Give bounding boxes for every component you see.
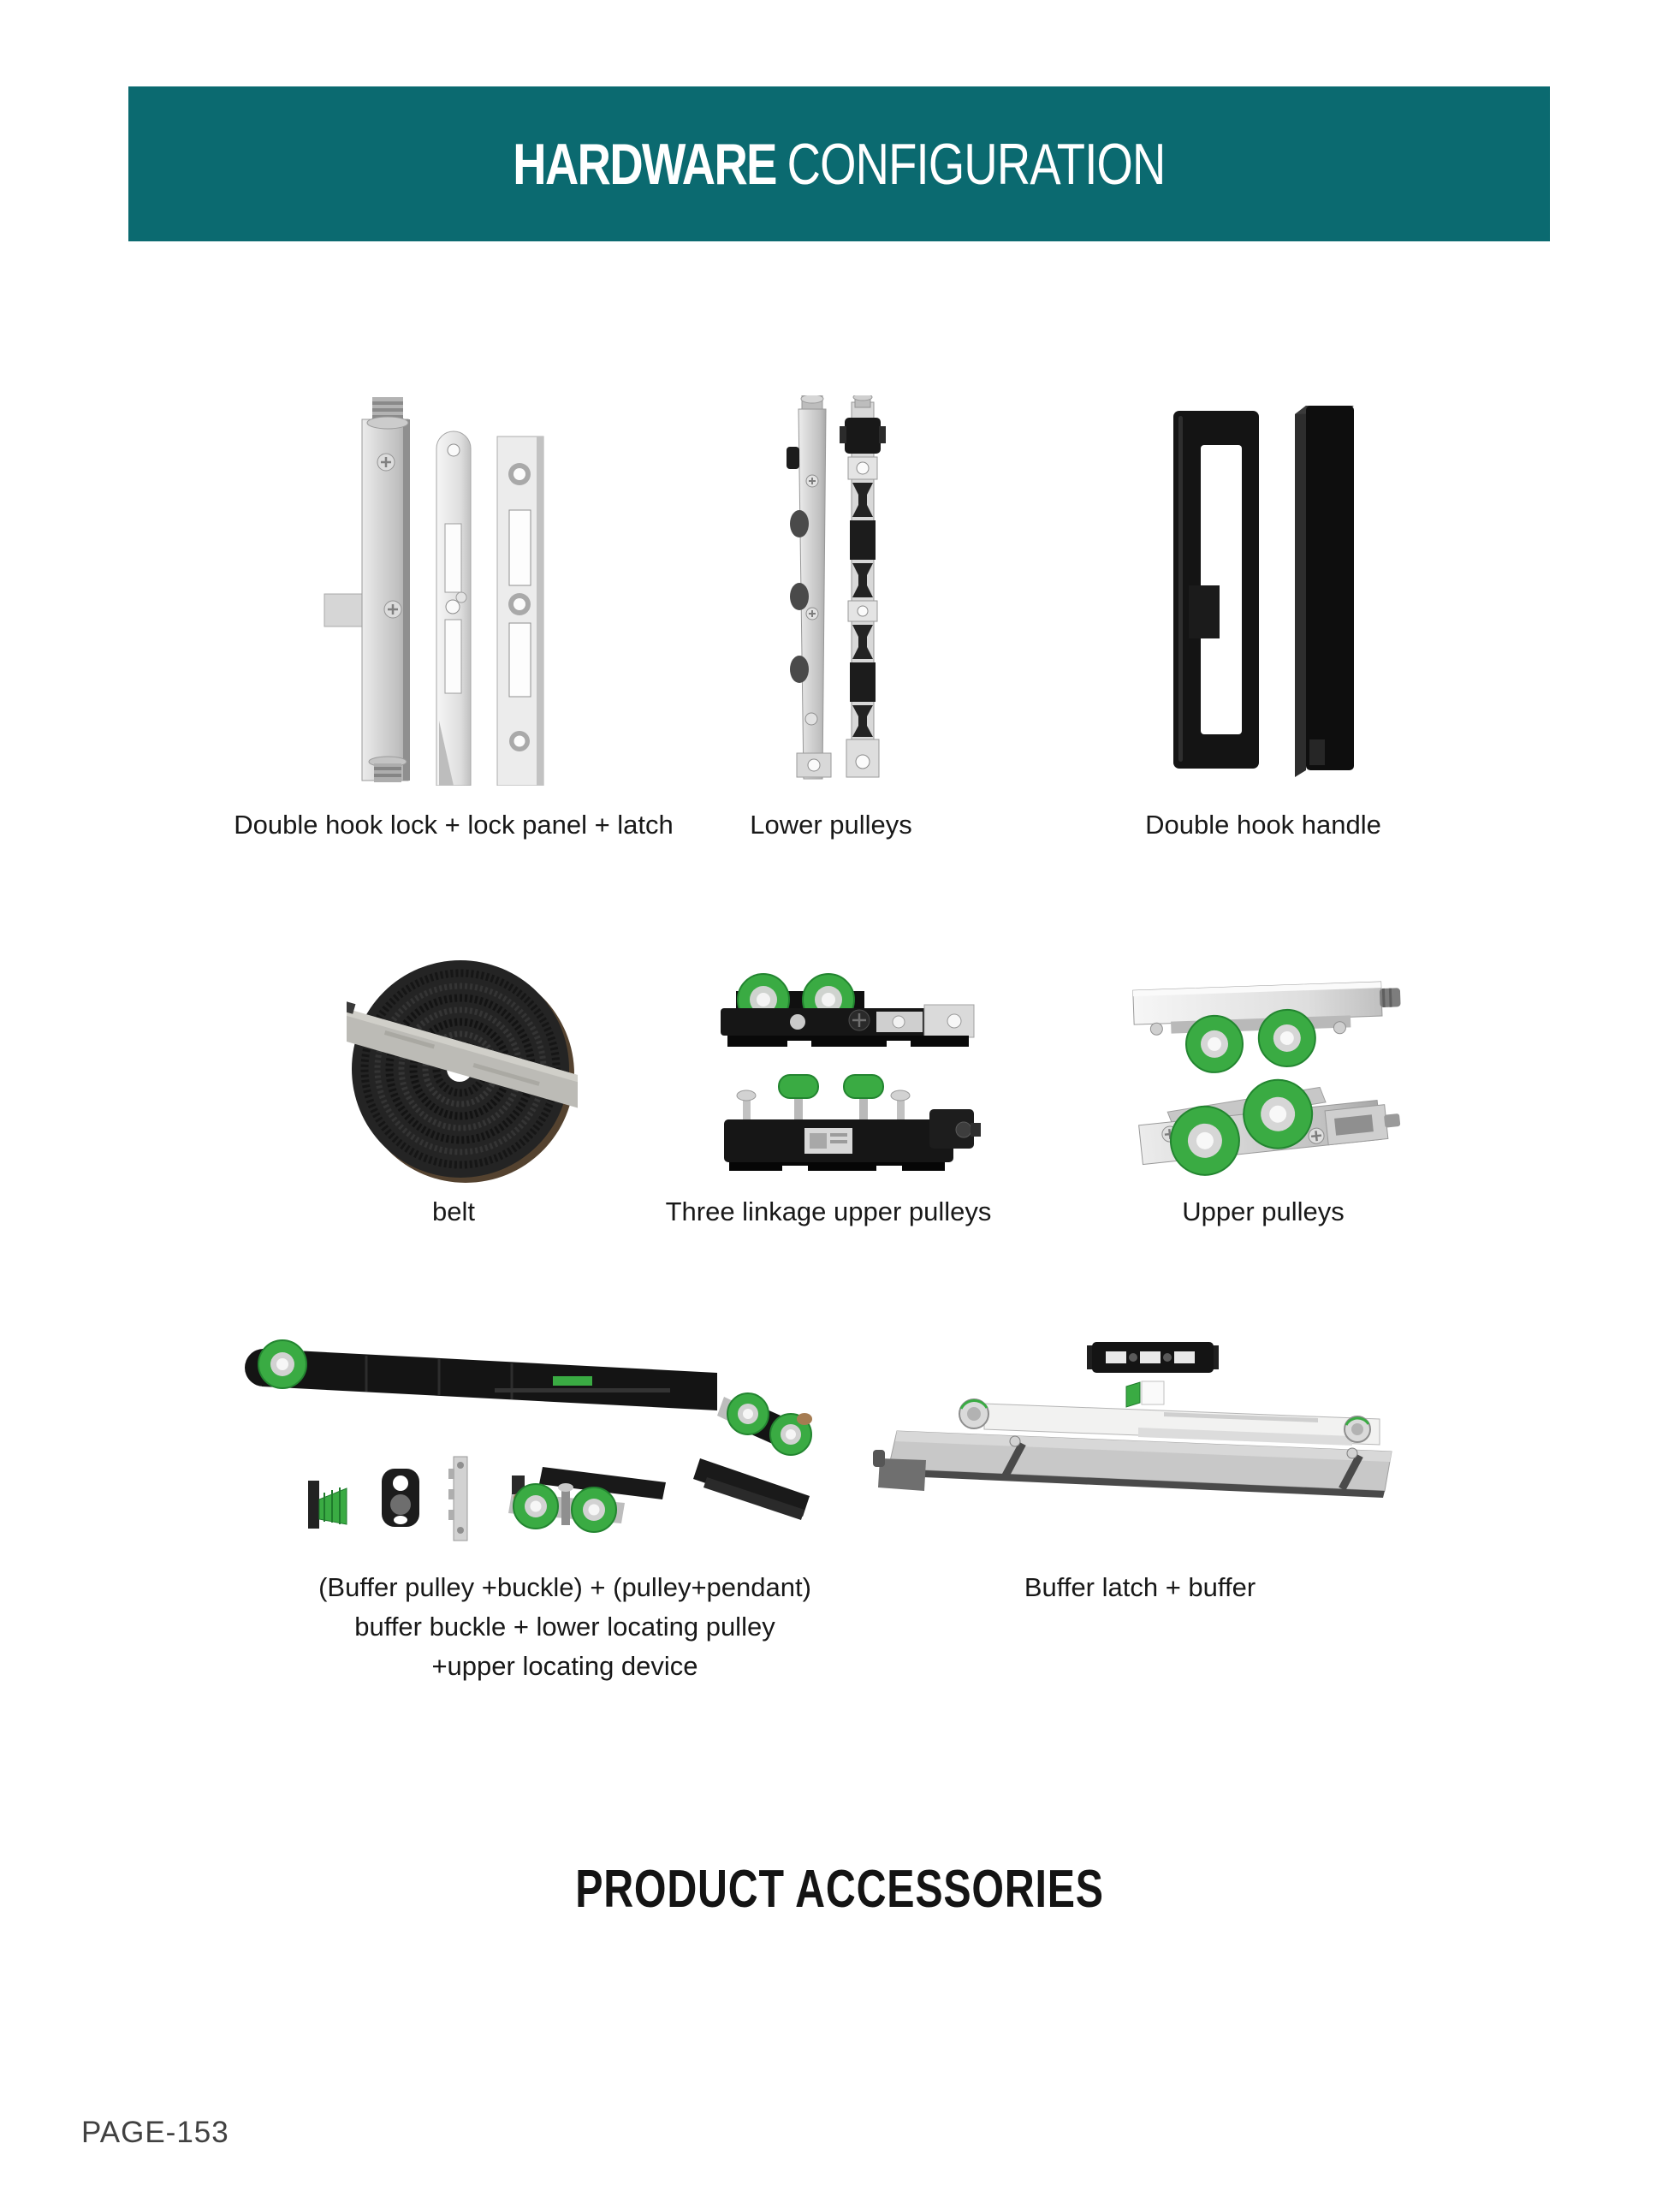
three-linkage-unit-top <box>721 974 974 1047</box>
caption-buffer-latch: Buffer latch + buffer <box>1024 1572 1256 1602</box>
page-title-secondary: CONFIGURATION <box>787 131 1166 197</box>
product-image-lower-pulleys <box>773 395 899 782</box>
double-hook-handle-illustration <box>1167 401 1367 779</box>
product-image-buffer-pulley-set <box>238 1315 815 1551</box>
upper-pulleys-illustration <box>1124 967 1404 1190</box>
caption-lower-pulleys: Lower pulleys <box>750 810 912 840</box>
buffer-arm-end-pulleys <box>693 1393 812 1520</box>
product-image-buffer-latch <box>873 1332 1416 1515</box>
caption-buffer-pulley-set-line2: buffer buckle + lower locating pulley <box>354 1612 775 1642</box>
top-screw <box>367 397 408 429</box>
handle-frame <box>1173 411 1259 769</box>
product-image-three-linkage-upper-pulleys <box>709 967 984 1185</box>
locating-strip <box>448 1457 467 1541</box>
product-image-double-hook-handle <box>1167 401 1367 779</box>
caption-three-linkage-upper-pulleys: Three linkage upper pulleys <box>665 1196 992 1226</box>
caption-belt: belt <box>432 1196 475 1226</box>
section-title-product-accessories: PRODUCT ACCESSORIES <box>575 1860 1104 1919</box>
page-title <box>513 131 1166 197</box>
buffer-pulley-set-illustration <box>238 1315 815 1551</box>
caption-buffer-pulley-set-line1: (Buffer pulley +buckle) + (pulley+pendant) <box>318 1572 811 1602</box>
buffer-latch-illustration <box>873 1332 1416 1515</box>
buffer-body <box>873 1381 1392 1498</box>
lock-body <box>324 397 410 782</box>
page-number: PAGE-153 <box>81 2116 229 2149</box>
upper-pulley-unit-top <box>1133 981 1403 1075</box>
product-image-upper-pulleys <box>1124 967 1404 1190</box>
product-image-belt <box>347 947 578 1193</box>
caption-upper-pulleys: Upper pulleys <box>1182 1196 1345 1226</box>
buffer-latch-bar <box>1087 1342 1219 1373</box>
buffer-buckle <box>308 1481 347 1529</box>
double-hook-lock-illustration <box>312 395 603 786</box>
caption-double-hook-lock-set: Double hook lock + lock panel + latch <box>234 810 674 840</box>
upper-pulley-unit-bottom <box>1136 1067 1404 1181</box>
lower-pulley-rail-left <box>787 395 831 779</box>
belt-illustration <box>347 947 578 1193</box>
handle-bar <box>1295 406 1354 777</box>
lower-locating-pulley <box>508 1467 666 1532</box>
bottom-screw <box>369 757 407 782</box>
caption-buffer-pulley-set-line3: +upper locating device <box>431 1651 698 1681</box>
three-linkage-unit-bottom <box>724 1075 981 1171</box>
caption-double-hook-handle: Double hook handle <box>1145 810 1381 840</box>
lower-pulleys-illustration <box>773 395 899 782</box>
caption-buffer-pulley-set <box>265 1568 864 1686</box>
header-banner <box>128 86 1550 241</box>
lower-pulley-rail-right <box>840 395 886 777</box>
pendant <box>382 1469 419 1527</box>
page-title-primary: HARDWARE <box>513 131 776 197</box>
product-image-double-hook-lock-set <box>312 395 603 786</box>
lock-panel <box>436 431 471 786</box>
three-linkage-upper-pulleys-illustration <box>709 967 984 1185</box>
latch-plate <box>497 436 543 786</box>
